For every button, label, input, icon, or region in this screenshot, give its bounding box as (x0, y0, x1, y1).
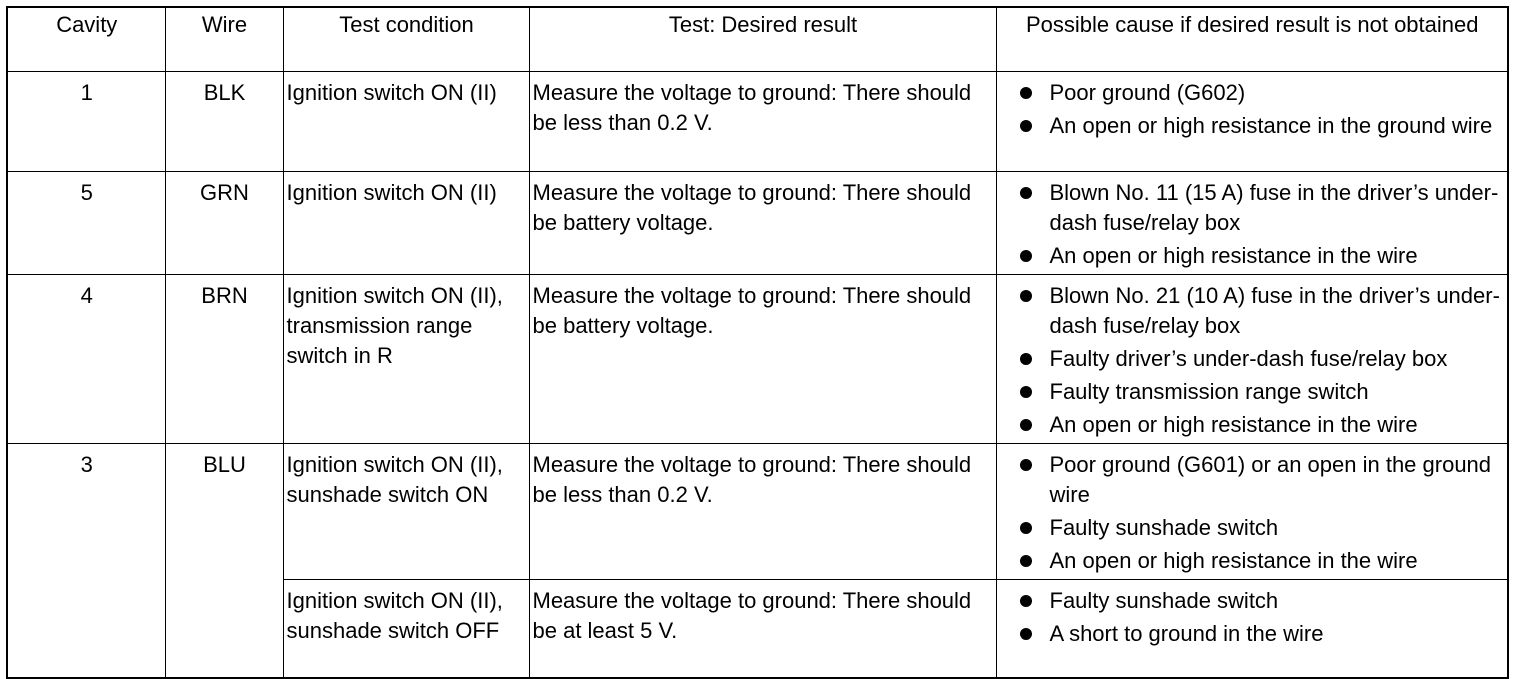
cause-text: An open or high resistance in the wire (1049, 411, 1418, 437)
bullet-icon (1020, 353, 1032, 365)
cause-text: Poor ground (G602) (1049, 79, 1246, 105)
bullet-icon (1020, 555, 1032, 567)
bullet-icon (1020, 290, 1032, 302)
cause-text: An open or high resistance in the wire (1049, 242, 1418, 268)
cell-desired-result: Measure the voltage to ground: There should be less than 0.2 V. (529, 443, 996, 579)
cause-text: A short to ground in the wire (1049, 620, 1324, 646)
cell-possible-cause (996, 579, 1508, 678)
cause-text: An open or high resistance in the wire (1049, 547, 1418, 573)
bullet-icon (1020, 459, 1032, 471)
list-item (1000, 111, 1506, 141)
list-item (1000, 513, 1506, 543)
cell-desired-result: Measure the voltage to ground: There should be battery voltage. (529, 171, 996, 274)
cause-list (1000, 281, 1506, 440)
cell-desired-result: Measure the voltage to ground: There should be less than 0.2 V. (529, 71, 996, 171)
list-item (1000, 546, 1506, 576)
cell-test-condition: Ignition switch ON (II), sunshade switch ON (283, 443, 529, 579)
bullet-icon (1020, 522, 1032, 534)
list-item (1000, 410, 1506, 440)
table-header-row (7, 7, 1508, 71)
cause-text: Blown No. 21 (10 A) fuse in the driver’s under-dash fuse/relay box (1049, 282, 1500, 338)
cause-list (1000, 450, 1506, 576)
cause-text: Blown No. 11 (15 A) fuse in the driver’s under-dash fuse/relay box (1049, 179, 1499, 235)
header-possible-cause: Possible cause if desired result is not obtained (996, 7, 1508, 71)
cell-test-condition: Ignition switch ON (II), sunshade switch OFF (283, 579, 529, 678)
cause-list (1000, 586, 1506, 649)
cause-list (1000, 178, 1506, 271)
cell-test-condition: Ignition switch ON (II) (283, 171, 529, 274)
list-item (1000, 450, 1506, 510)
cell-possible-cause (996, 443, 1508, 579)
cell-cavity: 4 (7, 274, 165, 443)
cell-cavity: 1 (7, 71, 165, 171)
list-item (1000, 586, 1506, 616)
table-row (7, 171, 1508, 274)
cell-wire: BRN (165, 274, 283, 443)
list-item (1000, 619, 1506, 649)
cause-text: Faulty sunshade switch (1049, 514, 1279, 540)
list-item (1000, 78, 1506, 108)
bullet-icon (1020, 120, 1032, 132)
cell-desired-result: Measure the voltage to ground: There should be battery voltage. (529, 274, 996, 443)
bullet-icon (1020, 386, 1032, 398)
cell-wire: BLK (165, 71, 283, 171)
cause-text: Poor ground (G601) or an open in the ground wire (1049, 451, 1492, 507)
bullet-icon (1020, 628, 1032, 640)
cell-test-condition: Ignition switch ON (II), transmission range switch in R (283, 274, 529, 443)
cell-wire: GRN (165, 171, 283, 274)
cause-text: Faulty driver’s under-dash fuse/relay box (1049, 345, 1448, 371)
header-cavity: Cavity (7, 7, 165, 71)
bullet-icon (1020, 419, 1032, 431)
bullet-icon (1020, 87, 1032, 99)
cell-possible-cause (996, 171, 1508, 274)
cell-cavity: 5 (7, 171, 165, 274)
connector-test-table (6, 6, 1509, 679)
cell-possible-cause (996, 71, 1508, 171)
table-row (7, 443, 1508, 579)
cell-possible-cause (996, 274, 1508, 443)
list-item (1000, 377, 1506, 407)
cell-wire: BLU (165, 443, 283, 678)
table-row (7, 274, 1508, 443)
list-item (1000, 178, 1506, 238)
header-test-condition: Test condition (283, 7, 529, 71)
list-item (1000, 241, 1506, 271)
list-item (1000, 281, 1506, 341)
cell-desired-result: Measure the voltage to ground: There should be at least 5 V. (529, 579, 996, 678)
cause-list (1000, 78, 1506, 141)
header-desired-result: Test: Desired result (529, 7, 996, 71)
cause-text: Faulty sunshade switch (1049, 587, 1279, 613)
cell-cavity: 3 (7, 443, 165, 678)
header-wire: Wire (165, 7, 283, 71)
bullet-icon (1020, 595, 1032, 607)
bullet-icon (1020, 250, 1032, 262)
bullet-icon (1020, 187, 1032, 199)
cause-text: An open or high resistance in the ground wire (1049, 112, 1493, 138)
cause-text: Faulty transmission range switch (1049, 378, 1369, 404)
table-row (7, 71, 1508, 171)
list-item (1000, 344, 1506, 374)
cell-test-condition: Ignition switch ON (II) (283, 71, 529, 171)
